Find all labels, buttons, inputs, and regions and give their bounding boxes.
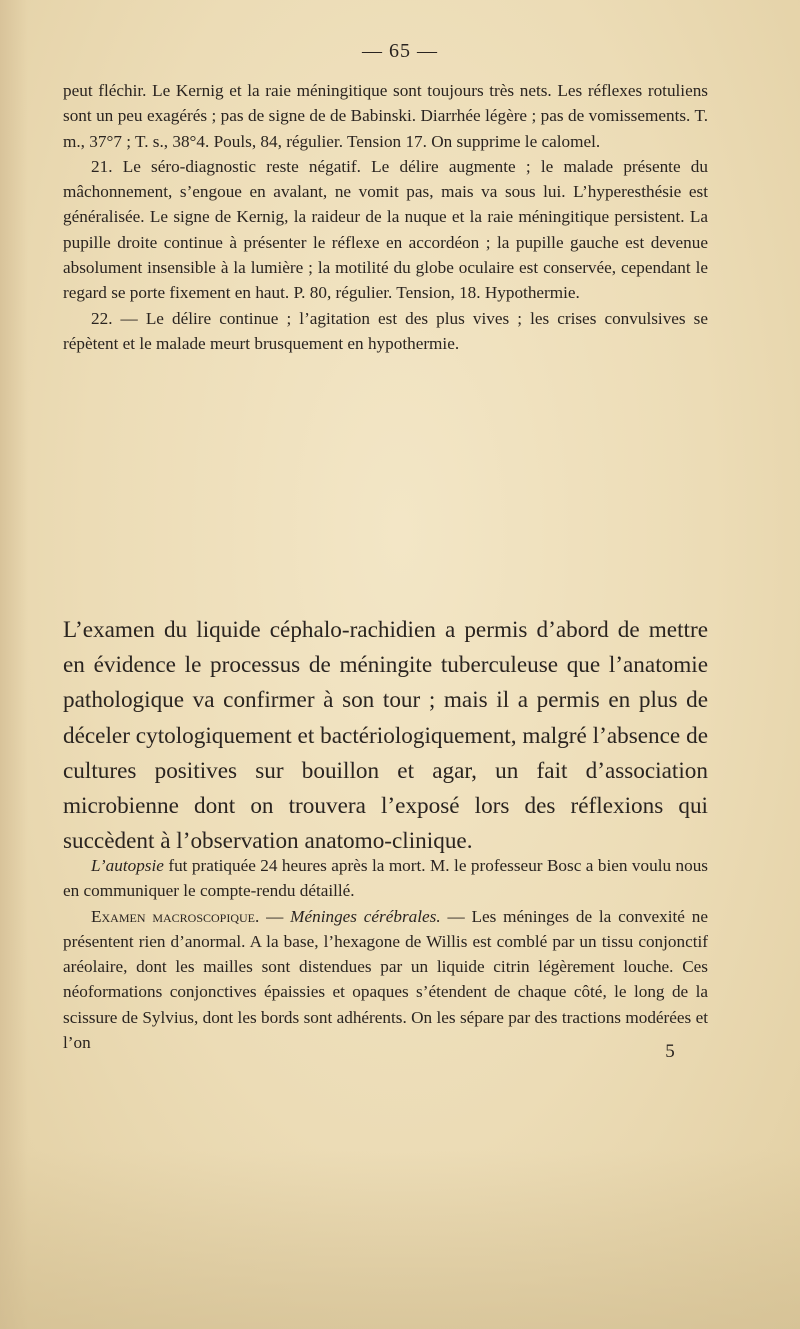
autopsy-macroscopic	[63, 904, 708, 1056]
autopsy-term: L’autopsie	[91, 856, 164, 875]
clinical-notes	[63, 78, 708, 356]
clinical-note-day-22: 22. — Le délire continue ; l’agitation est des plus vives ; les crises convulsives se répètent et le malade meurt brusquement en hypothermie.	[63, 308, 708, 353]
signature-mark: 5	[665, 1041, 675, 1062]
clinical-note-continuation: peut fléchir. Le Kernig et la raie méningitique sont toujours très nets. Les réflexes rotuliens sont un peu exagérés ; pas de signe de de Babinski. Diarrhée légère ; pas de vomissements. T. m., 37°7 ; T. s., 38°4. Pouls, 84, régulier. Tension 17. On supprime le calomel.	[63, 81, 708, 151]
clinical-note-day-21: 21. Le séro-diagnostic reste négatif. Le délire augmente ; le malade présente du mâchonnement, s’engoue en avalant, ne vomit pas, mais va sous lui. L’hyperesthésie est généralisée. Le signe de Kernig, la raideur de la nuque et la raie méningitique persistent. La pupille droite continue à présenter le réflexe en accordéon ; la pupille gauche est devenue absolument insensible à la lumière ; la motilité du globe oculaire est conservée, cependant le regard se porte fixement en haut. P. 80, régulier. Tension, 18. Hypothermie.	[63, 156, 708, 303]
autopsy-report	[63, 853, 708, 1055]
autopsy-intro-text: fut pratiquée 24 heures après la mort. M. le professeur Bosc a bien voulu nous en communiquer le compte-rendu détaillé.	[63, 856, 708, 901]
main-discussion	[63, 613, 708, 859]
section-text: — Les méninges de la convexité ne présentent rien d’anormal. A la base, l’hexagone de Willis est comblé par un tissu conjonctif aréolaire, dont les mailles sont distendues par un liquide citrin légèrement louche. Ces néoformations conjonctives épaissies et opaques s’étendent de chaque côté, le long de la scissure de Sylvius, dont les bords sont adhérents. On les sépare par des tractions modérées et l’on	[63, 906, 708, 1053]
page-edge-shadow	[0, 0, 28, 1329]
page-number: — 65 —	[362, 40, 438, 62]
section-separator: —	[259, 906, 291, 926]
autopsy-intro	[63, 853, 708, 904]
page-bottom-shading	[0, 1149, 800, 1329]
section-title: Méninges cérébrales.	[290, 906, 441, 926]
section-label: Examen macroscopique.	[91, 906, 260, 926]
main-paragraph: L’examen du liquide céphalo-rachidien a permis d’abord de mettre en évidence le processus de méningite tuberculeuse que l’anatomie pathologique va confirmer à son tour ; mais il a permis en plus de déceler cytologiquement et bactériologiquement, malgré l’absence de cultures positives sur bouillon et agar, un fait d’association microbienne dont on trouvera l’exposé lors des réflexions qui succèdent à l’observation anatomo-clinique.	[63, 617, 708, 855]
